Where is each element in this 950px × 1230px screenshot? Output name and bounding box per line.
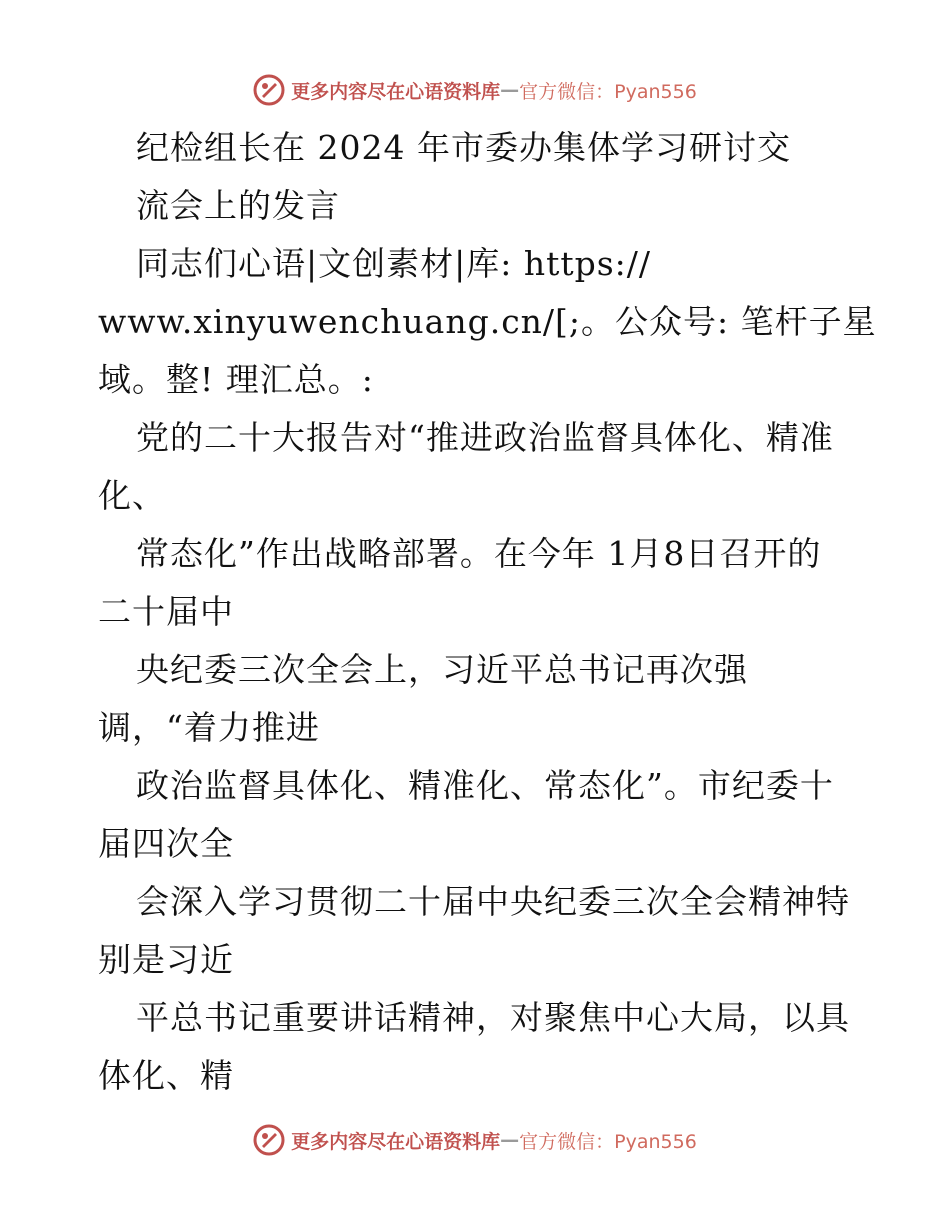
doc-line: 平总书记重要讲话精神，对聚焦中心大局，以具 [136,998,850,1037]
banner-separator: — [500,79,520,101]
doc-line: 调，“着力推进 [98,708,320,747]
footer-banner [0,1122,950,1158]
pen-logo-icon [253,74,285,106]
doc-line: 政治监督具体化、精准化、常态化”。市纪委十 [136,766,834,805]
doc-line: 会深入学习贯彻二十届中央纪委三次全会精神特 [136,882,850,921]
doc-line: 同志们心语|文创素材|库: https:// [136,244,652,283]
doc-line: 央纪委三次全会上，习近平总书记再次强 [136,650,748,689]
banner-text: 更多内容尽在心语资料库 [291,80,501,103]
doc-line: 别是习近 [98,940,234,979]
doc-line-title-2: 流会上的发言 [136,186,340,225]
doc-line: 届四次全 [98,824,234,863]
doc-line: 化、 [98,476,166,515]
banner-wechat: 官方微信：Pyan556 [519,80,697,103]
header-banner [0,72,950,108]
doc-line: 常态化”作出战略部署。在今年 1月8日召开的 [136,534,822,573]
doc-line: 党的二十大报告对“推进政治监督具体化、精准 [136,418,834,457]
doc-line: 二十届中 [98,592,234,631]
doc-line: 体化、精 [98,1056,234,1095]
banner-text: 更多内容尽在心语资料库 [291,1130,501,1153]
doc-line: 域。整! 理汇总。: [98,360,374,399]
doc-line: www.xinyuwenchuang.cn/[;。公众号: 笔杆子星 [98,302,877,341]
pen-logo-icon [253,1124,285,1156]
banner-wechat: 官方微信：Pyan556 [519,1130,697,1153]
doc-line-title-1: 纪检组长在 2024 年市委办集体学习研讨交 [136,128,791,167]
banner-separator: — [500,1129,520,1151]
